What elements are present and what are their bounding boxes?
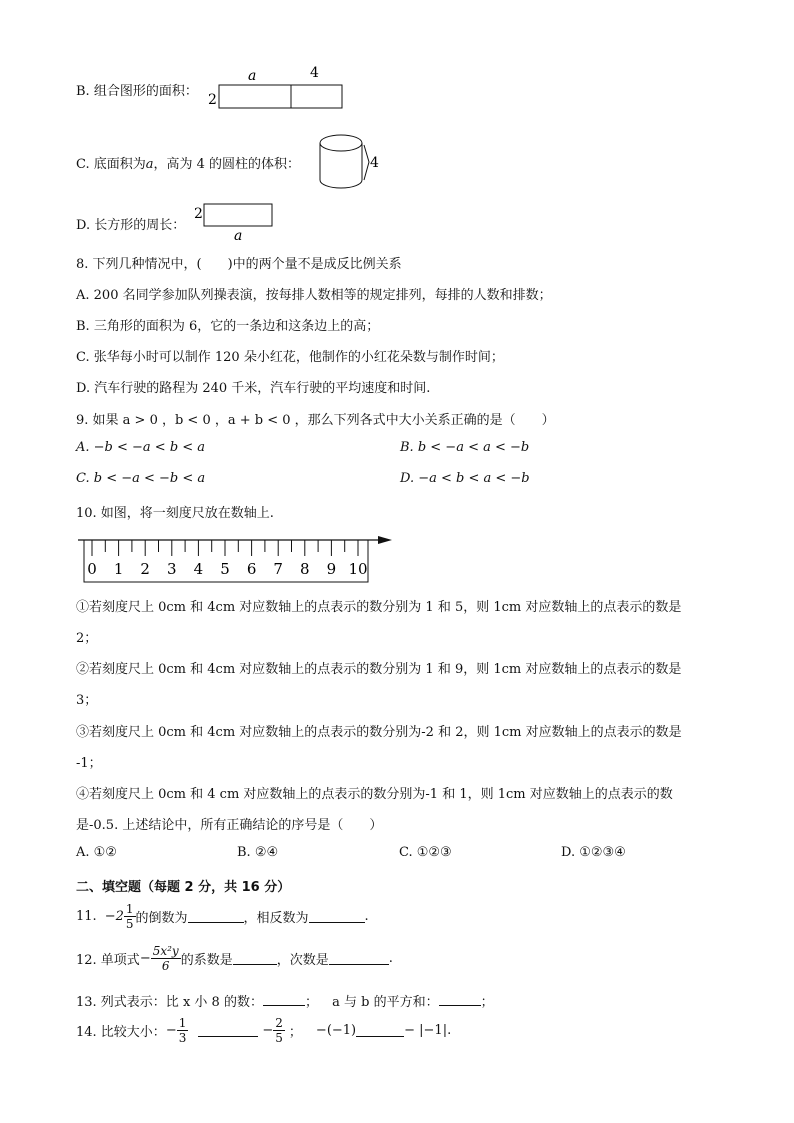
q11-blank-2[interactable] (309, 910, 365, 923)
q13-text-1: 13. 列式表示：比 x 小 8 的数： (76, 995, 263, 1010)
q13-blank-1[interactable] (263, 993, 305, 1006)
ruler-label: 5 (220, 560, 230, 578)
q11-text-1: 的倒数为 (135, 911, 188, 926)
option-c-var: a (145, 157, 154, 172)
option-b-label: B. 组合图形的面积： (76, 84, 198, 99)
q10-stem: 10. 如图，将一刻度尺放在数轴上. (76, 506, 274, 521)
section-2-heading: 二、填空题（每题 2 分，共 16 分） (76, 880, 291, 895)
ruler-label: 4 (193, 560, 204, 578)
q12-number: 12. 单项式 (76, 953, 140, 968)
rectangle-figure (190, 198, 280, 243)
ruler-label: 8 (300, 560, 310, 578)
q14 (76, 1017, 451, 1044)
q13-text-2: ； (304, 995, 318, 1010)
q12 (76, 945, 393, 972)
q8-option-c: C. 张华每小时可以制作 120 朵小红花，他制作的小红花朵数与制作时间； (76, 350, 504, 365)
q14-f1-num: 1 (178, 1016, 187, 1030)
q10-statement-3: ③若刻度尺上 0cm 和 4cm 对应数轴上的点表示的数分别为-2 和 2，则 1cm 对应数轴上的点表示的数是 (76, 725, 682, 740)
q10-statement-2: ②若刻度尺上 0cm 和 4cm 对应数轴上的点表示的数分别为 1 和 9，则 1cm 对应数轴上的点表示的数是 (76, 662, 682, 677)
q11-fraction (124, 903, 136, 930)
q14-blank-2[interactable] (356, 1024, 404, 1037)
figure-top-a: a (248, 68, 257, 84)
ruler-label: 10 (348, 560, 368, 578)
q8-stem: 8. 下列几种情况中，( )中的两个量不是成反比例关系 (76, 257, 402, 272)
q13 (76, 991, 494, 1010)
q14-semicolon: ； (288, 1025, 302, 1040)
option-d-label: D. 长方形的周长： (76, 218, 186, 233)
option-c (76, 153, 300, 172)
q10-option-c: C. ①②③ (399, 845, 452, 860)
ruler-label: 9 (326, 560, 337, 578)
ruler-on-number-line (76, 530, 406, 586)
q9-option-b: B. b < −a < a < −b (400, 440, 530, 455)
rect-a (219, 85, 291, 108)
ruler-label: 2 (140, 560, 150, 578)
figure-top-4: 4 (310, 65, 319, 81)
q12-end: . (388, 951, 393, 966)
ruler-labels (87, 560, 367, 578)
ruler-label: 0 (87, 560, 97, 578)
q11-frac-num: 1 (125, 902, 134, 916)
q10-option-d: D. ①②③④ (561, 845, 626, 860)
q9-stem: 9. 如果 a > 0 ，b < 0 ，a + b < 0 ，那么下列各式中大小关系正确的是（ ） (76, 413, 555, 428)
q9-option-d: D. −a < b < a < −b (400, 471, 530, 486)
q14-f2-den: 5 (275, 1031, 283, 1045)
q8-option-b: B. 三角形的面积为 6，它的一条边和这条边上的高； (76, 319, 380, 334)
q10-statement-1: ①若刻度尺上 0cm 和 4cm 对应数轴上的点表示的数分别为 1 和 5，则 1cm 对应数轴上的点表示的数是 (76, 600, 682, 615)
q12-blank-1[interactable] (233, 952, 277, 965)
option-d (76, 214, 185, 233)
q14-fraction-2 (273, 1017, 285, 1044)
number-line-arrow (378, 536, 392, 544)
ruler-label: 7 (273, 560, 283, 578)
q8-option-a: A. 200 名同学参加队列操表演，按每排人数相等的规定排列，每排的人数和排数； (76, 288, 552, 303)
rect-side-label: 2 (194, 206, 203, 222)
q14-expr-1: −(−1) (315, 1023, 357, 1038)
q10-option-b: B. ②④ (237, 845, 279, 860)
q10-statement-4-end: 是-0.5. 上述结论中，所有正确结论的序号是（ ） (76, 818, 383, 833)
q14-expr-2: − |−1|. (404, 1023, 452, 1038)
q10-statement-3-end: -1； (76, 756, 102, 771)
q11-number: 11. (76, 909, 97, 924)
q12-text-2: ，次数是 (276, 953, 329, 968)
q14-f1-den: 3 (178, 1031, 187, 1045)
q10-option-a: A. ①② (76, 845, 117, 860)
cylinder-figure (315, 130, 385, 195)
cylinder-bottom (320, 180, 362, 188)
option-c-label: C. 底面积为 (76, 157, 146, 172)
figure-side-label: 2 (208, 92, 217, 108)
ruler-ticks (92, 540, 358, 556)
q14-sign-2: − (262, 1023, 274, 1038)
cylinder-height-label: 4 (370, 155, 379, 171)
rect-4 (291, 85, 342, 108)
q12-fraction (151, 945, 181, 972)
cylinder-top (320, 135, 362, 151)
composite-rectangle-figure (200, 62, 350, 112)
option-c-rest: ，高为 4 的圆柱的体积： (153, 157, 301, 172)
q13-blank-2[interactable] (439, 993, 481, 1006)
q10-statement-2-end: 3； (76, 693, 98, 708)
ruler-label: 1 (113, 560, 124, 578)
q12-frac-den: 6 (161, 959, 170, 973)
q13-end: ； (480, 995, 494, 1010)
rect-bottom-label: a (234, 228, 243, 243)
ruler-label: 6 (246, 560, 257, 578)
q14-fraction-1 (177, 1017, 189, 1044)
q9-option-a: A. −b < −a < b < a (76, 440, 206, 455)
ruler-label: 3 (167, 560, 177, 578)
q14-f2-num: 2 (275, 1016, 283, 1030)
q11-whole: −2 (104, 909, 124, 924)
q12-frac-num: 5x²y (152, 944, 179, 958)
q12-sign: − (139, 951, 151, 966)
q11-blank-1[interactable] (188, 910, 244, 923)
q14-sign-1: − (165, 1023, 177, 1038)
q11 (76, 903, 369, 930)
option-b (76, 80, 198, 99)
q10-statement-4: ④若刻度尺上 0cm 和 4 cm 对应数轴上的点表示的数分别为-1 和 1，则 1cm 对应数轴上的点表示的数 (76, 787, 673, 802)
height-bracket (364, 145, 369, 180)
q11-frac-den: 5 (125, 917, 134, 931)
rect-shape (204, 204, 272, 226)
q11-text-2: ，相反数为 (243, 911, 309, 926)
q14-blank-1[interactable] (198, 1024, 258, 1037)
q8-option-d: D. 汽车行驶的路程为 240 千米，汽车行驶的平均速度和时间. (76, 381, 431, 396)
q12-blank-2[interactable] (329, 952, 389, 965)
q13-text-3: a 与 b 的平方和： (332, 995, 439, 1010)
q9-option-c: C. b < −a < −b < a (76, 471, 206, 486)
q10-statement-1-end: 2； (76, 631, 98, 646)
q12-text-1: 的系数是 (180, 953, 233, 968)
q11-end: . (364, 909, 369, 924)
q14-number: 14. 比较大小： (76, 1025, 166, 1040)
